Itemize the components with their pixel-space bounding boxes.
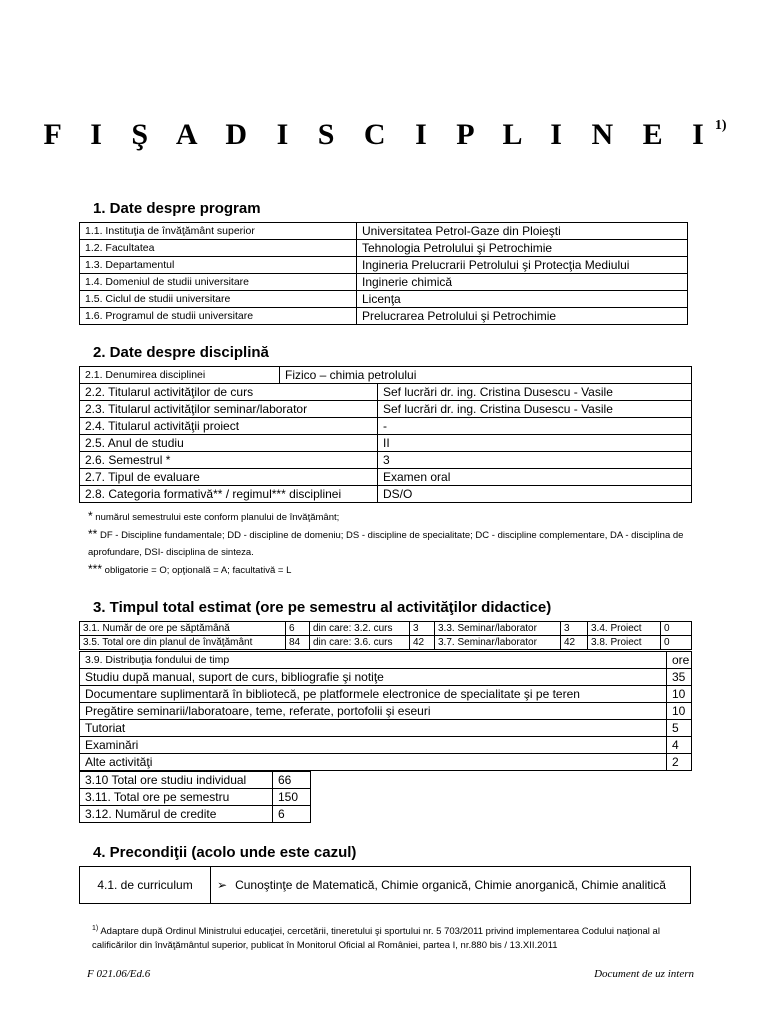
note-category: ** DF - Discipline fundamentale; DD - discipline de domeniu; DS - discipline de specialitate; DC - discipline complementare, DA - disciplina de aprofundare, DSI- disciplina de sinteza. <box>88 527 684 558</box>
table-row <box>80 720 692 737</box>
document-classification: Document de uz intern <box>594 968 694 980</box>
table-row <box>80 867 691 904</box>
table-row <box>80 652 692 669</box>
total-value: 150 <box>273 789 311 806</box>
activity-hours: 10 <box>667 686 692 703</box>
total-value: 6 <box>273 806 311 823</box>
row-value: Licenţa <box>357 291 688 308</box>
discipline-table <box>79 366 692 503</box>
table-row <box>80 469 692 486</box>
section-3-title: 3. Timpul total estimat (ore pe semestru al activităţilor didactice) <box>93 599 552 616</box>
hours-label: 3.3. Seminar/laborator <box>435 622 561 636</box>
table-row <box>80 622 692 636</box>
hours-value: 3 <box>561 622 588 636</box>
row-value: DS/O <box>378 486 692 503</box>
row-label: 2.7. Tipul de evaluare <box>80 469 378 486</box>
row-value: Universitatea Petrol-Gaze din Ploieşti <box>357 223 688 240</box>
activity-hours: 4 <box>667 737 692 754</box>
row-label: 1.3. Departamentul <box>80 257 357 274</box>
preconditions-table <box>79 866 691 904</box>
table-row <box>80 452 692 469</box>
table-row <box>80 308 688 325</box>
curriculum-label: 4.1. de curriculum <box>80 867 211 904</box>
table-row <box>80 418 692 435</box>
row-value: II <box>378 435 692 452</box>
activity-label: Examinări <box>80 737 667 754</box>
row-label: 2.5. Anul de studiu <box>80 435 378 452</box>
row-label: 2.3. Titularul activităţilor seminar/laborator <box>80 401 378 418</box>
hours-label: din care: 3.6. curs <box>310 636 410 650</box>
table-row <box>80 789 311 806</box>
table-row <box>80 401 692 418</box>
table-row <box>80 384 692 401</box>
hours-table <box>79 621 692 650</box>
table-row <box>80 754 692 771</box>
row-value: Sef lucrări dr. ing. Cristina Dusescu - Vasile <box>378 384 692 401</box>
hours-value: 3 <box>410 622 435 636</box>
hours-value: 6 <box>286 622 310 636</box>
row-label: 1.1. Instituţia de învăţământ superior <box>80 223 357 240</box>
form-code: F 021.06/Ed.6 <box>87 968 151 980</box>
table-row <box>80 274 688 291</box>
activity-hours: 10 <box>667 703 692 720</box>
activity-label: Tutoriat <box>80 720 667 737</box>
table-row <box>80 636 692 650</box>
activity-hours: 35 <box>667 669 692 686</box>
hours-label: 3.4. Proiect <box>588 622 661 636</box>
curriculum-value: ➢ Cunoştinţe de Matematică, Chimie organică, Chimie anorganică, Chimie analitică <box>211 867 691 904</box>
hours-label: 3.5. Total ore din planul de învăţământ <box>80 636 286 650</box>
activity-label: Alte activităţi <box>80 754 667 771</box>
document-title: F I Ş A D I S C I P L I N E $I^{1)}$ <box>43 118 727 151</box>
row-value: Inginerie chimică <box>357 274 688 291</box>
note-semester: * numărul semestrului este conform planului de învăţământ; <box>88 509 340 523</box>
activity-label: Documentare suplimentară în bibliotecă, pe platformele electronice de specialitate şi pe teren <box>80 686 667 703</box>
row-value: - <box>378 418 692 435</box>
total-label: 3.12. Numărul de credite <box>80 806 273 823</box>
distribution-unit: ore <box>667 652 692 669</box>
table-row <box>80 367 692 384</box>
table-row <box>80 686 692 703</box>
discipline-notes <box>88 508 700 579</box>
time-distribution-table <box>79 651 692 771</box>
row-label: 2.8. Categoria formativă** / regimul*** disciplinei <box>80 486 378 503</box>
row-label: 1.5. Ciclul de studii universitare <box>80 291 357 308</box>
note-regime: *** obligatorie = O; opţională = A; facultativă = L <box>88 562 292 576</box>
hours-label: 3.1. Număr de ore pe săptămână <box>80 622 286 636</box>
section-2-title: 2. Date despre disciplină <box>93 344 269 361</box>
row-value: 3 <box>378 452 692 469</box>
row-label: 2.4. Titularul activităţii proiect <box>80 418 378 435</box>
footnote: $^{1)}$ Adaptare după Ordinul Ministrului educaţiei, cercetării, tineretului şi sportului nr. 5 703/2011 privind implementarea Codului naţional al calificărilor din învăţământul superior, publicat în Monitorul Oficial al României, partea I, nr.880 bis / 13.XII.2011 <box>92 925 660 952</box>
hours-value: 0 <box>661 622 692 636</box>
hours-value: 42 <box>561 636 588 650</box>
arrow-bullet-icon: ➢ <box>217 878 228 892</box>
table-row <box>80 223 688 240</box>
table-row <box>80 435 692 452</box>
row-label: 1.6. Programul de studii universitare <box>80 308 357 325</box>
discipline-name: Fizico – chimia petrolului <box>280 367 692 384</box>
row-value: Prelucrarea Petrolului şi Petrochimie <box>357 308 688 325</box>
table-row <box>80 240 688 257</box>
row-value: Examen oral <box>378 469 692 486</box>
row-label: 2.6. Semestrul * <box>80 452 378 469</box>
table-row <box>80 703 692 720</box>
row-value: Tehnologia Petrolului şi Petrochimie <box>357 240 688 257</box>
totals-table <box>79 771 311 823</box>
table-row <box>80 772 311 789</box>
table-row <box>80 806 311 823</box>
table-row <box>80 486 692 503</box>
table-row <box>80 291 688 308</box>
program-table <box>79 222 688 325</box>
row-label: 2.2. Titularul activităţilor de curs <box>80 384 378 401</box>
total-label: 3.10 Total ore studiu individual <box>80 772 273 789</box>
activity-hours: 2 <box>667 754 692 771</box>
hours-value: 42 <box>410 636 435 650</box>
row-label: 1.2. Facultatea <box>80 240 357 257</box>
table-row <box>80 737 692 754</box>
row-value: Sef lucrări dr. ing. Cristina Dusescu - Vasile <box>378 401 692 418</box>
activity-hours: 5 <box>667 720 692 737</box>
activity-label: Studiu după manual, suport de curs, bibliografie şi notiţe <box>80 669 667 686</box>
hours-label: 3.8. Proiect <box>588 636 661 650</box>
section-1-title: 1. Date despre program <box>93 200 261 217</box>
distribution-label: 3.9. Distribuţia fondului de timp <box>80 652 667 669</box>
hours-value: 84 <box>286 636 310 650</box>
hours-value: 0 <box>661 636 692 650</box>
activity-label: Pregătire seminarii/laboratoare, teme, referate, portofolii şi eseuri <box>80 703 667 720</box>
hours-label: din care: 3.2. curs <box>310 622 410 636</box>
row-label: 1.4. Domeniul de studii universitare <box>80 274 357 291</box>
table-row <box>80 257 688 274</box>
total-value: 66 <box>273 772 311 789</box>
row-value: Ingineria Prelucrarii Petrolului şi Protecţia Mediului <box>357 257 688 274</box>
hours-label: 3.7. Seminar/laborator <box>435 636 561 650</box>
table-row <box>80 669 692 686</box>
section-4-title: 4. Precondiţii (acolo unde este cazul) <box>93 844 357 861</box>
total-label: 3.11. Total ore pe semestru <box>80 789 273 806</box>
row-label: 2.1. Denumirea disciplinei <box>80 367 280 384</box>
